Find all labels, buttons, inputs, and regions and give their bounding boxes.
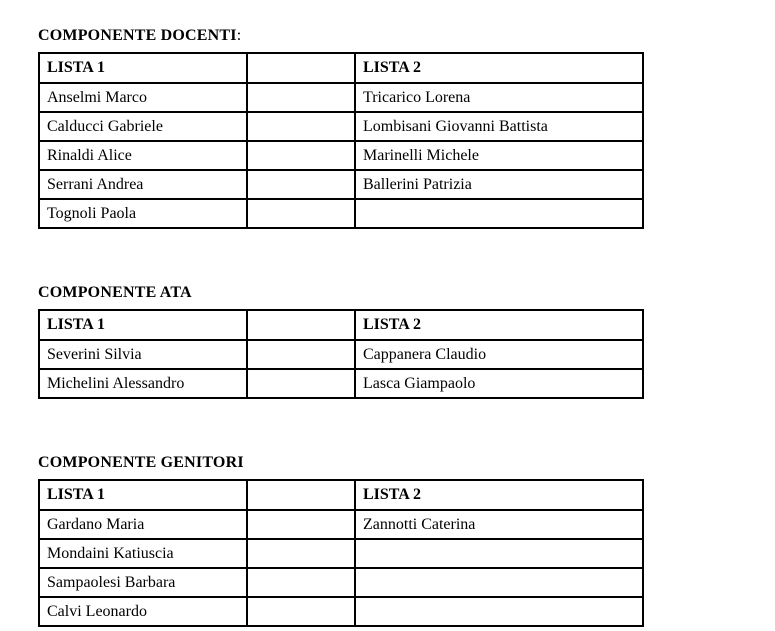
cell-name: Cappanera Claudio (355, 340, 643, 369)
cell-empty (247, 568, 355, 597)
cell-name: Lasca Giampaolo (355, 369, 643, 398)
cell-empty (247, 141, 355, 170)
section-title-componente-docenti (38, 27, 775, 45)
header-cell-empty (247, 310, 355, 340)
cell-name (355, 597, 643, 626)
cell-empty (247, 597, 355, 626)
cell-empty (247, 369, 355, 398)
header-cell-empty (247, 53, 355, 83)
section-title-componente-ata (38, 284, 775, 302)
cell-empty (247, 199, 355, 228)
roster-body (39, 83, 643, 228)
cell-name: Lombisani Giovanni Battista (355, 112, 643, 141)
roster-body (39, 510, 643, 626)
header-cell-lista-1: LISTA 1 (39, 480, 247, 510)
roster-table-componente-docenti (38, 52, 644, 229)
header-row (39, 310, 643, 340)
table-row (39, 568, 643, 597)
table-row (39, 597, 643, 626)
table-row (39, 369, 643, 398)
cell-name: Tognoli Paola (39, 199, 247, 228)
section-title-text: COMPONENTE ATA (38, 284, 192, 301)
header-row (39, 53, 643, 83)
cell-name: Ballerini Patrizia (355, 170, 643, 199)
cell-name: Calducci Gabriele (39, 112, 247, 141)
table-row (39, 170, 643, 199)
table-row (39, 112, 643, 141)
cell-name: Gardano Maria (39, 510, 247, 539)
cell-name: Zannotti Caterina (355, 510, 643, 539)
header-cell-lista-1: LISTA 1 (39, 310, 247, 340)
cell-empty (247, 539, 355, 568)
roster-table-componente-genitori (38, 479, 644, 627)
cell-name (355, 199, 643, 228)
table-row (39, 340, 643, 369)
cell-name: Michelini Alessandro (39, 369, 247, 398)
table-row (39, 141, 643, 170)
header-cell-lista-2: LISTA 2 (355, 53, 643, 83)
cell-name: Anselmi Marco (39, 83, 247, 112)
section-title-text: COMPONENTE DOCENTI (38, 27, 237, 44)
cell-empty (247, 83, 355, 112)
cell-name: Mondaini Katiuscia (39, 539, 247, 568)
header-cell-empty (247, 480, 355, 510)
cell-name (355, 568, 643, 597)
cell-name: Rinaldi Alice (39, 141, 247, 170)
cell-name: Sampaolesi Barbara (39, 568, 247, 597)
roster-table-componente-ata (38, 309, 644, 399)
table-row (39, 199, 643, 228)
header-row (39, 480, 643, 510)
table-row (39, 83, 643, 112)
roster-head (39, 53, 643, 83)
cell-name: Tricarico Lorena (355, 83, 643, 112)
table-row (39, 510, 643, 539)
table-row (39, 539, 643, 568)
roster-head (39, 310, 643, 340)
cell-empty (247, 170, 355, 199)
section-title-componente-genitori (38, 454, 775, 472)
header-cell-lista-1: LISTA 1 (39, 53, 247, 83)
cell-name: Calvi Leonardo (39, 597, 247, 626)
section-title-text: COMPONENTE GENITORI (38, 454, 244, 471)
section-componente-ata (38, 284, 775, 399)
section-componente-docenti (38, 27, 775, 229)
section-componente-genitori (38, 454, 775, 627)
cell-name: Marinelli Michele (355, 141, 643, 170)
roster-body (39, 340, 643, 398)
section-title-suffix: : (236, 27, 242, 44)
roster-head (39, 480, 643, 510)
cell-name: Serrani Andrea (39, 170, 247, 199)
header-cell-lista-2: LISTA 2 (355, 480, 643, 510)
header-cell-lista-2: LISTA 2 (355, 310, 643, 340)
cell-empty (247, 510, 355, 539)
cell-empty (247, 340, 355, 369)
cell-name (355, 539, 643, 568)
cell-empty (247, 112, 355, 141)
cell-name: Severini Silvia (39, 340, 247, 369)
